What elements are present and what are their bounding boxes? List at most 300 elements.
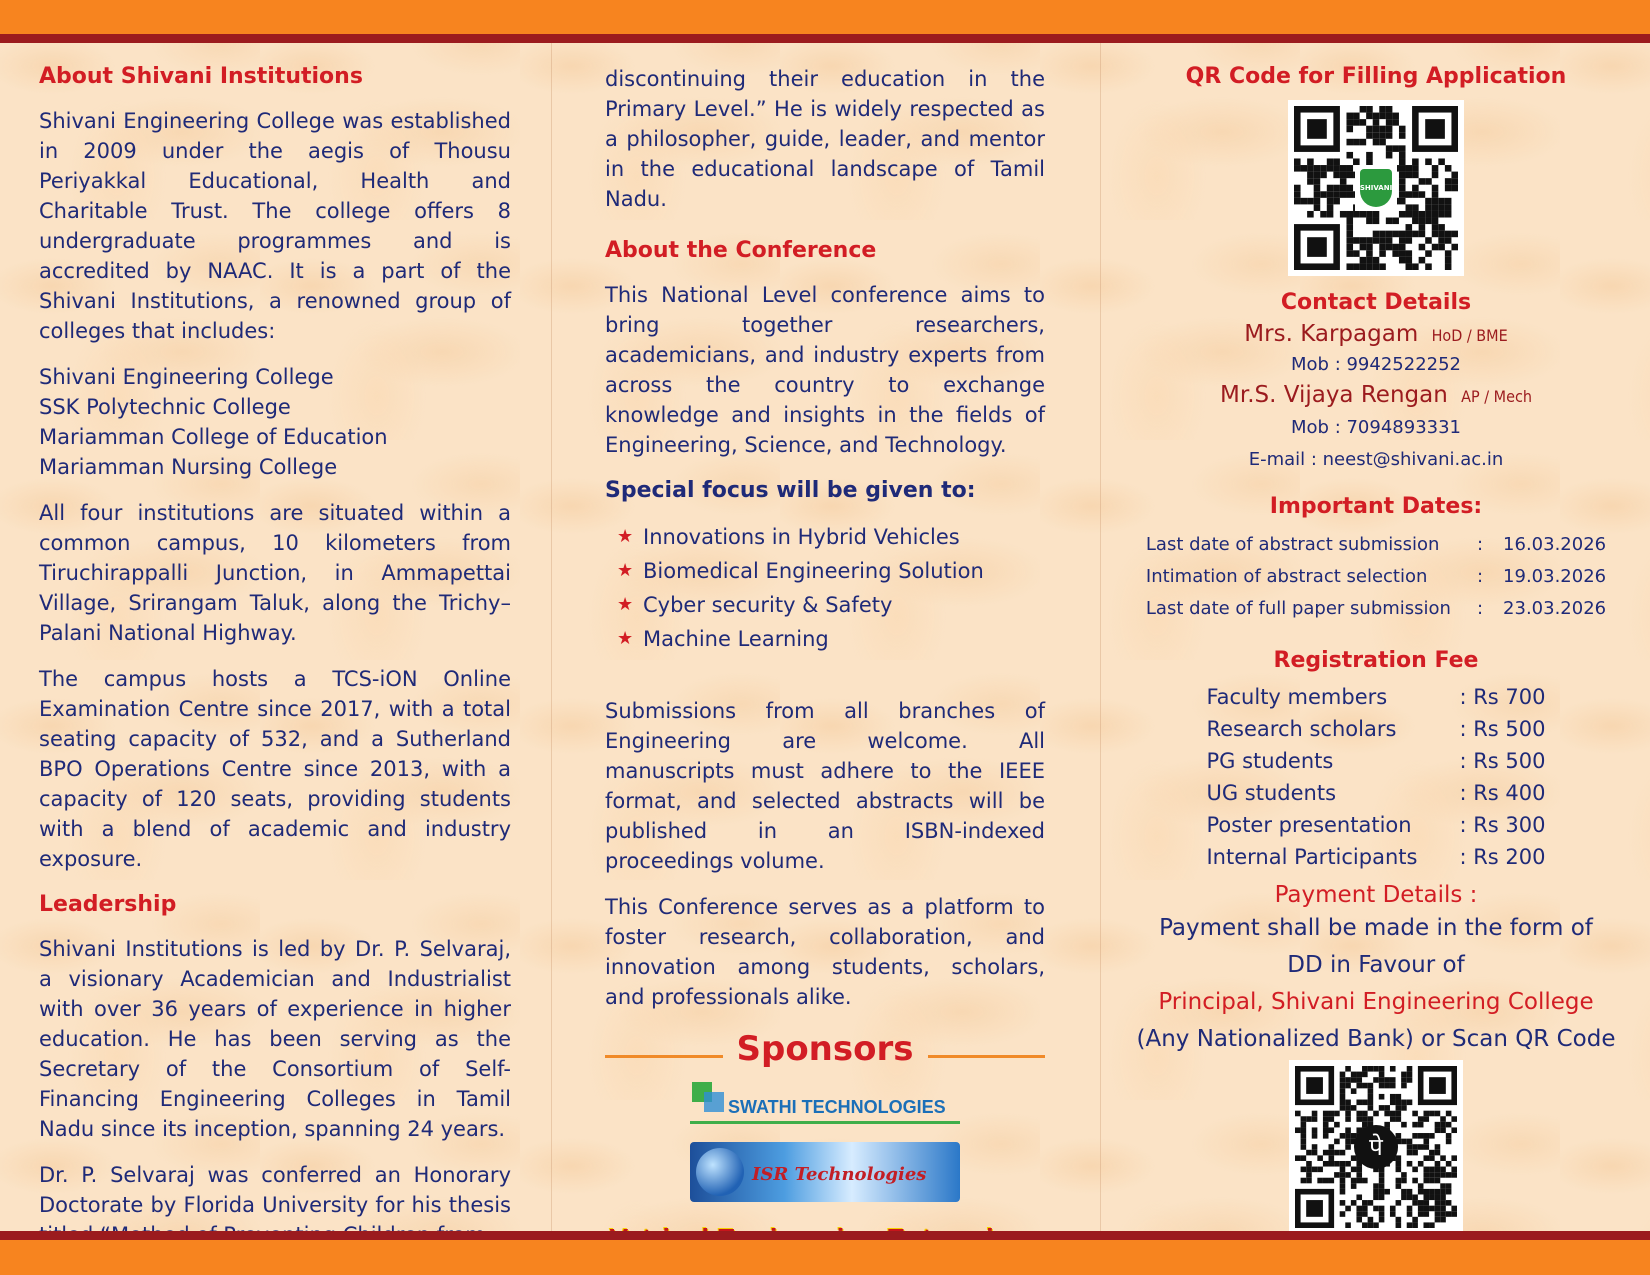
- qr-module: [1320, 211, 1327, 218]
- qr-module: [1345, 1083, 1351, 1089]
- qr-module: [1353, 263, 1360, 270]
- qr-module: [1346, 231, 1353, 238]
- qr-module: [1384, 1105, 1390, 1111]
- qr-module: [1412, 191, 1419, 198]
- conference-paragraph: This National Level conference aims to bring together researchers, academicians, and industry experts from across the country to exchange knowledge and insights in the fields of Engineering, Science, and Technology.: [605, 283, 1045, 457]
- qr-module: [1362, 1083, 1368, 1089]
- qr-module: [1360, 119, 1367, 126]
- qr-module: [1412, 1122, 1418, 1128]
- qr-module: [1340, 178, 1347, 185]
- qr-module: [1407, 1100, 1413, 1106]
- qr-module: [1445, 165, 1452, 172]
- qr-module: [1379, 113, 1386, 120]
- qr-module: [1418, 1211, 1424, 1217]
- qr-module: [1438, 237, 1445, 244]
- qr-module: [1406, 237, 1413, 244]
- qr-module: [1312, 1167, 1318, 1173]
- qr-module: [1323, 1150, 1329, 1156]
- qr-module: [1323, 1178, 1329, 1184]
- qr-module: [1425, 204, 1432, 211]
- qr-module: [1340, 1167, 1346, 1173]
- qr-module: [1353, 211, 1360, 218]
- qr-module: [1323, 1161, 1329, 1167]
- qr-module: [1435, 1178, 1441, 1184]
- qr-module: [1440, 1217, 1446, 1223]
- qr-module: [1401, 1139, 1407, 1145]
- qr-module: [1307, 198, 1314, 205]
- qr-module: [1301, 165, 1308, 172]
- qr-module: [1351, 1088, 1357, 1094]
- qr-module: [1346, 237, 1353, 244]
- qr-module: [1360, 263, 1367, 270]
- qr-module: [1407, 1189, 1413, 1195]
- qr-module: [1423, 1211, 1429, 1217]
- qr-module: [1379, 250, 1386, 257]
- qr-module: [1368, 1083, 1374, 1089]
- qr-module: [1407, 1150, 1413, 1156]
- qr-module: [1435, 1211, 1441, 1217]
- qr-module: [1333, 158, 1340, 165]
- qr-module: [1406, 165, 1413, 172]
- swathi-technologies-logo: [690, 1080, 960, 1124]
- star-icon: ★: [617, 594, 634, 615]
- qr-module: [1386, 132, 1393, 139]
- qr-module: [1366, 250, 1373, 257]
- qr-module: [1373, 1206, 1379, 1212]
- qr-module: [1327, 204, 1334, 211]
- qr-module: [1425, 158, 1432, 165]
- qr-module: [1317, 1167, 1323, 1173]
- qr-module: [1340, 1211, 1346, 1217]
- focus-list: [617, 520, 1045, 656]
- qr-module: [1390, 1077, 1396, 1083]
- qr-module: [1356, 1077, 1362, 1083]
- qr-module: [1345, 1066, 1351, 1072]
- qr-module: [1384, 1083, 1390, 1089]
- qr-module: [1373, 1111, 1379, 1117]
- qr-module: [1373, 1222, 1379, 1228]
- qr-module: [1323, 1111, 1329, 1117]
- qr-module: [1419, 211, 1426, 218]
- qr-module: [1392, 145, 1399, 152]
- qr-module: [1435, 1217, 1441, 1223]
- qr-module: [1346, 113, 1353, 120]
- qr-module: [1346, 263, 1353, 270]
- contact-2: [1110, 379, 1642, 412]
- qr-module: [1353, 250, 1360, 257]
- fee-category: Research scholars: [1206, 717, 1397, 741]
- qr-module: [1399, 158, 1406, 165]
- contact-name: Mr.S. Vijaya Rengan: [1220, 382, 1448, 408]
- focus-item: [617, 622, 1045, 656]
- tcs-paragraph: The campus hosts a TCS-iON Online Examination Centre since 2017, with a total seating capacity of 532, and a Sutherland BPO Operations Centre since 2013, with a capacity of 120 seats, providing students with a blend of academic and industry exposure.: [39, 667, 511, 871]
- qr-module: [1340, 1133, 1346, 1139]
- qr-module: [1423, 1200, 1429, 1206]
- qr-module: [1423, 1111, 1429, 1117]
- qr-module: [1429, 1150, 1435, 1156]
- qr-module: [1438, 158, 1445, 165]
- qr-module: [1386, 244, 1393, 251]
- qr-module: [1418, 1183, 1424, 1189]
- qr-module: [1351, 1183, 1357, 1189]
- qr-module: [1351, 1077, 1357, 1083]
- qr-module: [1386, 145, 1393, 152]
- qr-finder-inner: [1306, 1200, 1323, 1217]
- qr-module: [1435, 1189, 1441, 1195]
- qr-module: [1419, 218, 1426, 225]
- qr-module: [1346, 126, 1353, 133]
- qr-module: [1399, 244, 1406, 251]
- qr-module: [1412, 204, 1419, 211]
- qr-module: [1373, 1194, 1379, 1200]
- qr-module: [1373, 1189, 1379, 1195]
- qr-module: [1396, 1116, 1402, 1122]
- qr-module: [1379, 1194, 1385, 1200]
- qr-module: [1379, 1077, 1385, 1083]
- qr-module: [1399, 132, 1406, 139]
- phonepe-icon: पे: [1354, 1125, 1398, 1169]
- qr-module: [1406, 204, 1413, 211]
- qr-module: [1333, 191, 1340, 198]
- star-icon: ★: [617, 628, 634, 649]
- qr-module: [1356, 1172, 1362, 1178]
- qr-module: [1446, 1189, 1452, 1195]
- qr-module: [1368, 1200, 1374, 1206]
- qr-module: [1432, 231, 1439, 238]
- qr-module: [1340, 211, 1347, 218]
- qr-module: [1390, 1206, 1396, 1212]
- qr-module: [1407, 1211, 1413, 1217]
- qr-module: [1438, 231, 1445, 238]
- qr-module: [1386, 113, 1393, 120]
- qr-module: [1401, 1083, 1407, 1089]
- qr-module: [1407, 1194, 1413, 1200]
- qr-module: [1384, 1111, 1390, 1117]
- qr-module: [1340, 1161, 1346, 1167]
- qr-module: [1401, 1178, 1407, 1184]
- about-paragraph: Shivani Engineering College was established in 2009 under the aegis of Thousu Periyakkal Educational, Health and Charitable Trust. The college offers 8 undergraduate programmes and is accredited by NAAC. It is a part of the Shivani Institutions, a renowned group of colleges that includes:: [39, 109, 511, 343]
- qr-module: [1390, 1094, 1396, 1100]
- qr-module: [1362, 1211, 1368, 1217]
- qr-module: [1327, 191, 1334, 198]
- qr-module: [1345, 1144, 1351, 1150]
- qr-module: [1425, 178, 1432, 185]
- qr-module: [1418, 1122, 1424, 1128]
- table-row: [1146, 594, 1606, 624]
- qr-module: [1396, 1217, 1402, 1223]
- qr-module: [1294, 165, 1301, 172]
- qr-module: [1312, 1144, 1318, 1150]
- qr-module: [1345, 1105, 1351, 1111]
- qr-module: [1423, 1172, 1429, 1178]
- qr-module: [1360, 139, 1367, 146]
- qr-module: [1334, 1172, 1340, 1178]
- qr-module: [1396, 1183, 1402, 1189]
- qr-module: [1419, 224, 1426, 231]
- qr-module: [1368, 1116, 1374, 1122]
- qr-module: [1432, 244, 1439, 251]
- qr-module: [1360, 211, 1367, 218]
- qr-module: [1429, 1172, 1435, 1178]
- qr-module: [1379, 139, 1386, 146]
- qr-module: [1438, 224, 1445, 231]
- qr-module: [1362, 1072, 1368, 1078]
- qr-module: [1346, 152, 1353, 159]
- qr-module: [1301, 1178, 1307, 1184]
- contact-role: HoD / BME: [1431, 326, 1508, 345]
- contact-name: Mrs. Karpagam: [1244, 321, 1419, 347]
- qr-module: [1346, 191, 1353, 198]
- qr-finder-inner: [1425, 119, 1445, 139]
- qr-module: [1340, 1200, 1346, 1206]
- qr-module: [1399, 178, 1406, 185]
- qr-module: [1351, 1200, 1357, 1206]
- fee-amount: : Rs 700: [1459, 685, 1546, 709]
- qr-module: [1314, 165, 1321, 172]
- qr-module: [1314, 172, 1321, 179]
- qr-module: [1373, 237, 1380, 244]
- contact-mobile: Mob : 7094893331: [1291, 417, 1461, 438]
- qr-module: [1412, 1222, 1418, 1228]
- qr-module: [1386, 106, 1393, 113]
- qr-module: [1418, 1189, 1424, 1195]
- qr-module: [1373, 139, 1380, 146]
- qr-module: [1334, 1122, 1340, 1128]
- qr-module: [1301, 1116, 1307, 1122]
- qr-module: [1412, 172, 1419, 179]
- table-row: [1206, 714, 1545, 744]
- qr-module: [1379, 237, 1386, 244]
- qr-module: [1423, 1116, 1429, 1122]
- qr-module: [1362, 1100, 1368, 1106]
- fee-category: Internal Participants: [1206, 845, 1418, 869]
- qr-module: [1317, 1155, 1323, 1161]
- qr-module: [1306, 1150, 1312, 1156]
- qr-module: [1373, 1066, 1379, 1072]
- qr-module: [1412, 211, 1419, 218]
- qr-module: [1435, 1206, 1441, 1212]
- qr-module: [1368, 1088, 1374, 1094]
- qr-module: [1346, 250, 1353, 257]
- qr-module: [1445, 204, 1452, 211]
- qr-module: [1294, 198, 1301, 205]
- platform-paragraph: This Conference serves as a platform to foster research, collaboration, and innovation among students, scholars, and professionals alike.: [605, 895, 1045, 1009]
- qr-module: [1423, 1194, 1429, 1200]
- qr-module: [1320, 165, 1327, 172]
- application-qr-code[interactable]: [1288, 100, 1464, 276]
- qr-module: [1435, 1167, 1441, 1173]
- qr-module: [1329, 1144, 1335, 1150]
- qr-module: [1425, 198, 1432, 205]
- qr-module: [1379, 1066, 1385, 1072]
- qr-module: [1419, 257, 1426, 264]
- qr-module: [1379, 1189, 1385, 1195]
- sponsors-divider-left: [605, 1055, 723, 1058]
- qr-module: [1401, 1172, 1407, 1178]
- isr-technologies-logo: [690, 1142, 960, 1202]
- qr-module: [1435, 1150, 1441, 1156]
- top-orange-band: [0, 0, 1650, 34]
- qr-module: [1356, 1194, 1362, 1200]
- qr-module: [1329, 1111, 1335, 1117]
- qr-heading: QR Code for Filling Application: [1185, 64, 1567, 89]
- college-item: Shivani Engineering College: [39, 365, 334, 389]
- qr-module: [1429, 1178, 1435, 1184]
- qr-module: [1346, 244, 1353, 251]
- qr-module: [1429, 1206, 1435, 1212]
- qr-module: [1451, 1211, 1457, 1217]
- qr-module: [1412, 231, 1419, 238]
- qr-module: [1438, 244, 1445, 251]
- qr-module: [1435, 1111, 1441, 1117]
- qr-module: [1295, 1111, 1301, 1117]
- qr-module: [1356, 1072, 1362, 1078]
- qr-module: [1451, 1127, 1457, 1133]
- qr-module: [1425, 237, 1432, 244]
- qr-module: [1373, 1077, 1379, 1083]
- qr-module: [1346, 211, 1353, 218]
- qr-module: [1407, 1161, 1413, 1167]
- qr-module: [1423, 1139, 1429, 1145]
- qr-module: [1360, 257, 1367, 264]
- qr-module: [1432, 224, 1439, 231]
- qr-module: [1345, 1172, 1351, 1178]
- fee-amount: : Rs 500: [1459, 717, 1546, 741]
- qr-module: [1368, 1222, 1374, 1228]
- column-about: [39, 62, 511, 1266]
- qr-module: [1340, 1083, 1346, 1089]
- qr-module: [1301, 1127, 1307, 1133]
- focus-item-label: Innovations in Hybrid Vehicles: [643, 525, 960, 549]
- table-row: [1146, 562, 1606, 592]
- qr-module: [1362, 1116, 1368, 1122]
- qr-module: [1340, 172, 1347, 179]
- qr-module: [1373, 113, 1380, 120]
- submissions-paragraph: Submissions from all branches of Engineering are welcome. All manuscripts must adhere to the IEEE format, and selected abstracts will be published in an ISBN-indexed proceedings volume.: [605, 699, 1045, 873]
- qr-module: [1379, 132, 1386, 139]
- qr-module: [1323, 1122, 1329, 1128]
- fee-amount: : Rs 500: [1459, 749, 1546, 773]
- doctorate-paragraph: Dr. P. Selvaraj was conferred an Honorary Doctorate by Florida University for his thesis: [39, 1163, 511, 1217]
- qr-module: [1366, 106, 1373, 113]
- fold-line-2: [1100, 43, 1101, 1231]
- qr-module: [1425, 218, 1432, 225]
- leadership-heading: Leadership: [39, 892, 177, 917]
- qr-module: [1368, 1094, 1374, 1100]
- qr-module: [1368, 1217, 1374, 1223]
- qr-module: [1399, 257, 1406, 264]
- qr-module: [1294, 191, 1301, 198]
- qr-module: [1368, 1100, 1374, 1106]
- qr-module: [1451, 1167, 1457, 1173]
- qr-module: [1329, 1161, 1335, 1167]
- qr-module: [1401, 1077, 1407, 1083]
- focus-item-label: Cyber security & Safety: [643, 593, 893, 617]
- qr-module: [1390, 1066, 1396, 1072]
- payment-qr-code[interactable]: [1289, 1060, 1463, 1234]
- qr-module: [1329, 1127, 1335, 1133]
- focus-item: [617, 520, 1045, 554]
- qr-module: [1301, 1133, 1307, 1139]
- qr-module: [1373, 119, 1380, 126]
- qr-module: [1301, 1167, 1307, 1173]
- qr-module: [1423, 1167, 1429, 1173]
- qr-module: [1445, 178, 1452, 185]
- qr-module: [1451, 1155, 1457, 1161]
- qr-module: [1451, 244, 1458, 251]
- table-row: [1206, 746, 1545, 776]
- date-label: Last date of abstract submission: [1145, 534, 1440, 555]
- qr-module: [1429, 1167, 1435, 1173]
- qr-module: [1412, 158, 1419, 165]
- column-conference: [605, 64, 1045, 1254]
- qr-module: [1423, 1144, 1429, 1150]
- focus-item-label: Machine Learning: [643, 627, 829, 651]
- registration-fee-table: [1204, 680, 1547, 874]
- qr-module: [1401, 1122, 1407, 1128]
- qr-module: [1435, 1194, 1441, 1200]
- qr-module: [1423, 1206, 1429, 1212]
- qr-module: [1446, 1139, 1452, 1145]
- qr-module: [1307, 172, 1314, 179]
- qr-module: [1440, 1122, 1446, 1128]
- qr-module: [1351, 1072, 1357, 1078]
- qr-module: [1446, 1122, 1452, 1128]
- qr-module: [1396, 1178, 1402, 1184]
- qr-module: [1340, 1088, 1346, 1094]
- qr-module: [1379, 1083, 1385, 1089]
- qr-module: [1323, 1133, 1329, 1139]
- qr-module: [1306, 1161, 1312, 1167]
- qr-module: [1345, 1100, 1351, 1106]
- qr-module: [1345, 1161, 1351, 1167]
- qr-module: [1438, 211, 1445, 218]
- payment-line: Payment shall be made in the form of: [1159, 915, 1593, 941]
- fee-category: Poster presentation: [1206, 813, 1412, 837]
- qr-module: [1295, 1155, 1301, 1161]
- qr-module: [1379, 1094, 1385, 1100]
- qr-module: [1399, 165, 1406, 172]
- qr-module: [1406, 250, 1413, 257]
- contact-email[interactable]: E-mail : neest@shivani.ac.in: [1248, 449, 1504, 470]
- qr-module: [1327, 185, 1334, 192]
- qr-module: [1418, 1206, 1424, 1212]
- qr-module: [1340, 1178, 1346, 1184]
- date-value: 16.03.2026: [1503, 534, 1607, 555]
- qr-module: [1399, 250, 1406, 257]
- fold-line-1: [551, 43, 552, 1231]
- qr-module: [1379, 1072, 1385, 1078]
- qr-module: [1412, 1111, 1418, 1117]
- qr-module: [1446, 1133, 1452, 1139]
- qr-module: [1429, 1155, 1435, 1161]
- qr-module: [1356, 1111, 1362, 1117]
- qr-module: [1432, 211, 1439, 218]
- qr-module: [1366, 244, 1373, 251]
- qr-module: [1399, 211, 1406, 218]
- qr-module: [1301, 1122, 1307, 1128]
- qr-module: [1429, 1189, 1435, 1195]
- qr-module: [1440, 1116, 1446, 1122]
- qr-module: [1396, 1167, 1402, 1173]
- qr-module: [1445, 257, 1452, 264]
- qr-module: [1373, 218, 1380, 225]
- qr-module: [1407, 1066, 1413, 1072]
- fee-amount: : Rs 300: [1459, 813, 1546, 837]
- qr-module: [1425, 250, 1432, 257]
- qr-module: [1440, 1167, 1446, 1173]
- qr-module: [1356, 1178, 1362, 1184]
